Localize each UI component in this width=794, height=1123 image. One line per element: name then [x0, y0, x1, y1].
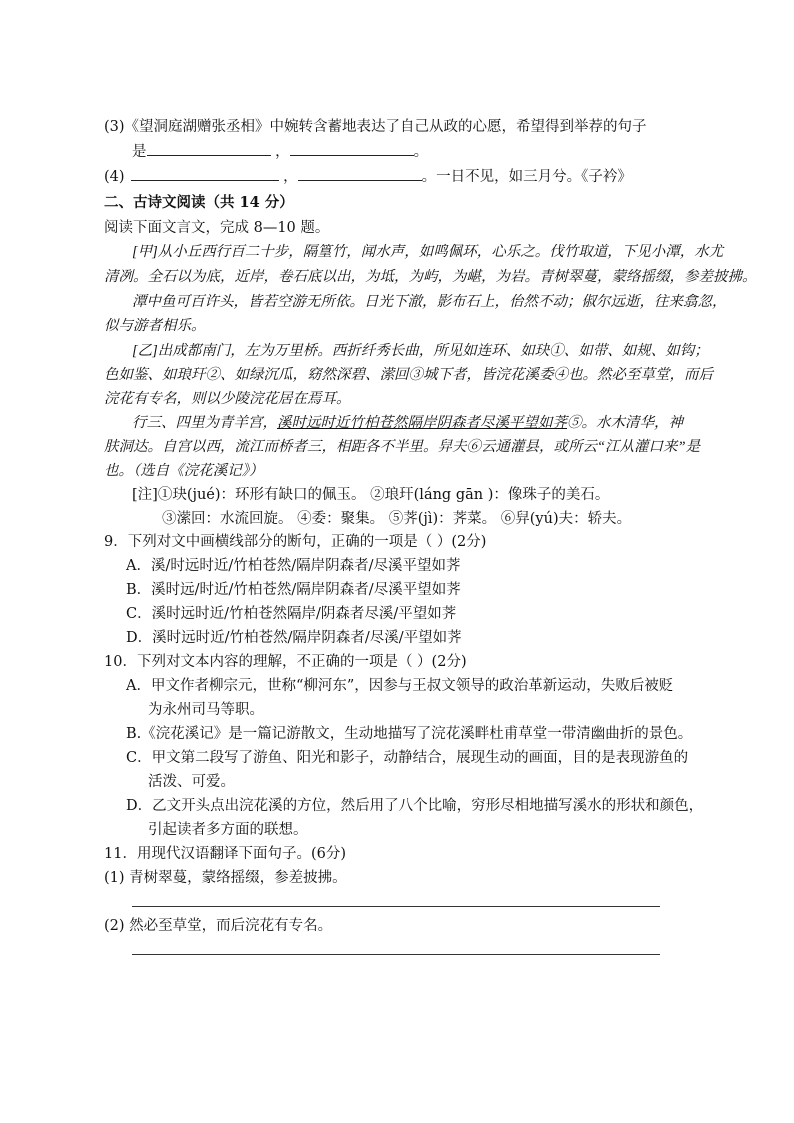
q3-prefix: 是: [132, 144, 147, 160]
q3-line2: [132, 141, 428, 163]
passage-underlined-sentence: 溪时远时近竹柏苍然隔岸阴森者尽溪平望如荠: [277, 415, 567, 431]
q9-option-c[interactable]: C．溪时远时近/竹柏苍然隔岸/阴森者尽溪/平望如荠: [126, 606, 457, 622]
q9-option-a[interactable]: A．溪/时远时近/竹柏苍然/隔岸阴森者/尽溪平望如荠: [126, 558, 461, 574]
q3-comma: ，: [275, 144, 290, 160]
passage-b-line5: 肤洞达。自宫以西，流江而桥者三，相距各不半里。舁夫⑥云通灌县，或所云“江从灌口来”是: [104, 439, 701, 455]
q10-option-c-cont: 活泼、可爱。: [148, 774, 235, 790]
passage-b-line4: [132, 412, 683, 434]
q4-prefix: (4): [104, 169, 125, 185]
passage-a-line3: 潭中鱼可百许头，皆若空游无所依。日光下澈，影布石上，佁然不动；俶尔远逝，往来翕忽，: [132, 294, 727, 310]
q3-blank-1[interactable]: [147, 141, 271, 156]
q3-period: 。: [413, 144, 429, 160]
q10-option-d-cont: 引起读者多方面的联想。: [148, 822, 308, 838]
q10-option-c[interactable]: C．甲文第二段写了游鱼、阳光和影子，动静结合，展现生动的画面，目的是表现游鱼的: [126, 750, 689, 766]
q11-sentence-2: (2) 然必至草堂，而后浣花有专名。: [104, 918, 333, 934]
q11-answer-line-2[interactable]: [132, 954, 660, 955]
q10-option-a-cont: 为永州司马等职。: [148, 702, 264, 718]
passage-b4-post: ⑤。水木清华，神: [567, 415, 683, 431]
section2-heading: 二、古诗文阅读（共 14 分）: [104, 194, 294, 211]
q3-line1: (3)《望洞庭湖赠张丞相》中婉转含蓄地表达了自己从政的心愿，希望得到举荐的句子: [104, 119, 647, 135]
q9-stem: 9．下列对文中画横线部分的断句，正确的一项是（ ）(2分): [104, 534, 487, 550]
q10-option-a[interactable]: A．甲文作者柳宗元，世称“柳河东”，因参与王叔文领导的政治革新运动，失败后被贬: [126, 678, 674, 694]
passage-b-line6: 也。（选自《浣花溪记》）: [104, 463, 264, 479]
q4-suffix: 。一日不见，如三月兮。《子衿》: [421, 169, 632, 185]
passage-a-line2: 清冽。全石以为底，近岸，卷石底以出，为坻，为屿，为嵁，为岩。青树翠蔓，蒙络摇缀，参差披拂。: [104, 269, 757, 285]
passage-a-line4: 似与游者相乐。: [104, 318, 206, 334]
passage-b4-pre: 行三、四里为青羊宫，: [132, 415, 277, 431]
q11-stem: 11．用现代汉语翻译下面句子。(6分): [104, 846, 346, 862]
passage-b-line1: [乙]出成都南门，左为万里桥。西折纤秀长曲，所见如连环、如玦①、如带、如规、如钩；: [132, 343, 709, 359]
section2-instruction: 阅读下面文言文，完成 8—10 题。: [104, 220, 330, 236]
q4-blank-1[interactable]: [131, 166, 279, 181]
q11-answer-line-1[interactable]: [132, 906, 660, 907]
q10-option-d[interactable]: D．乙文开头点出浣花溪的方位，然后用了八个比喻，穷形尽相地描写溪水的形状和颜色，: [126, 798, 704, 814]
notes-line2: ③潆回：水流回旋。 ④委：聚集。 ⑤荠(jì)：荠菜。 ⑥舁(yú)夫：轿夫。: [162, 511, 632, 527]
notes-line1: [注]①玦(jué)：环形有缺口的佩玉。 ②琅玕(láng gān )：像珠子的美石。: [132, 487, 610, 503]
passage-a-line1: [甲]从小丘西行百二十步，隔篁竹，闻水声，如鸣佩环，心乐之。伐竹取道，下见小潭，水尤: [132, 244, 724, 260]
q11-sentence-1: (1) 青树翠蔓，蒙络摇缀，参差披拂。: [104, 870, 347, 886]
q9-option-d[interactable]: D．溪时远时近/竹柏苍然/隔岸阴森者/尽溪/平望如荠: [126, 630, 462, 646]
passage-b-line3: 浣花有专名，则以少陵浣花居在焉耳。: [104, 391, 351, 407]
passage-b-line2: 色如鉴、如琅玕②、如绿沉瓜，窈然深碧、潆回③城下者，皆浣花溪委④也。然必至草堂，而后: [104, 367, 713, 383]
q10-stem: 10．下列对文本内容的理解，不正确的一项是（ ）(2分): [104, 654, 467, 670]
q4-comma: ，: [283, 169, 298, 185]
q3-blank-2[interactable]: [290, 141, 414, 156]
q9-option-b[interactable]: B．溪时远/时近/竹柏苍然/隔岸阴森者/尽溪平望如荠: [126, 582, 461, 598]
q10-option-b[interactable]: B.《浣花溪记》是一篇记游散文，生动地描写了浣花溪畔杜甫草堂一带清幽曲折的景色。: [126, 726, 693, 742]
q4-line: [104, 166, 632, 188]
q4-blank-2[interactable]: [298, 166, 422, 181]
